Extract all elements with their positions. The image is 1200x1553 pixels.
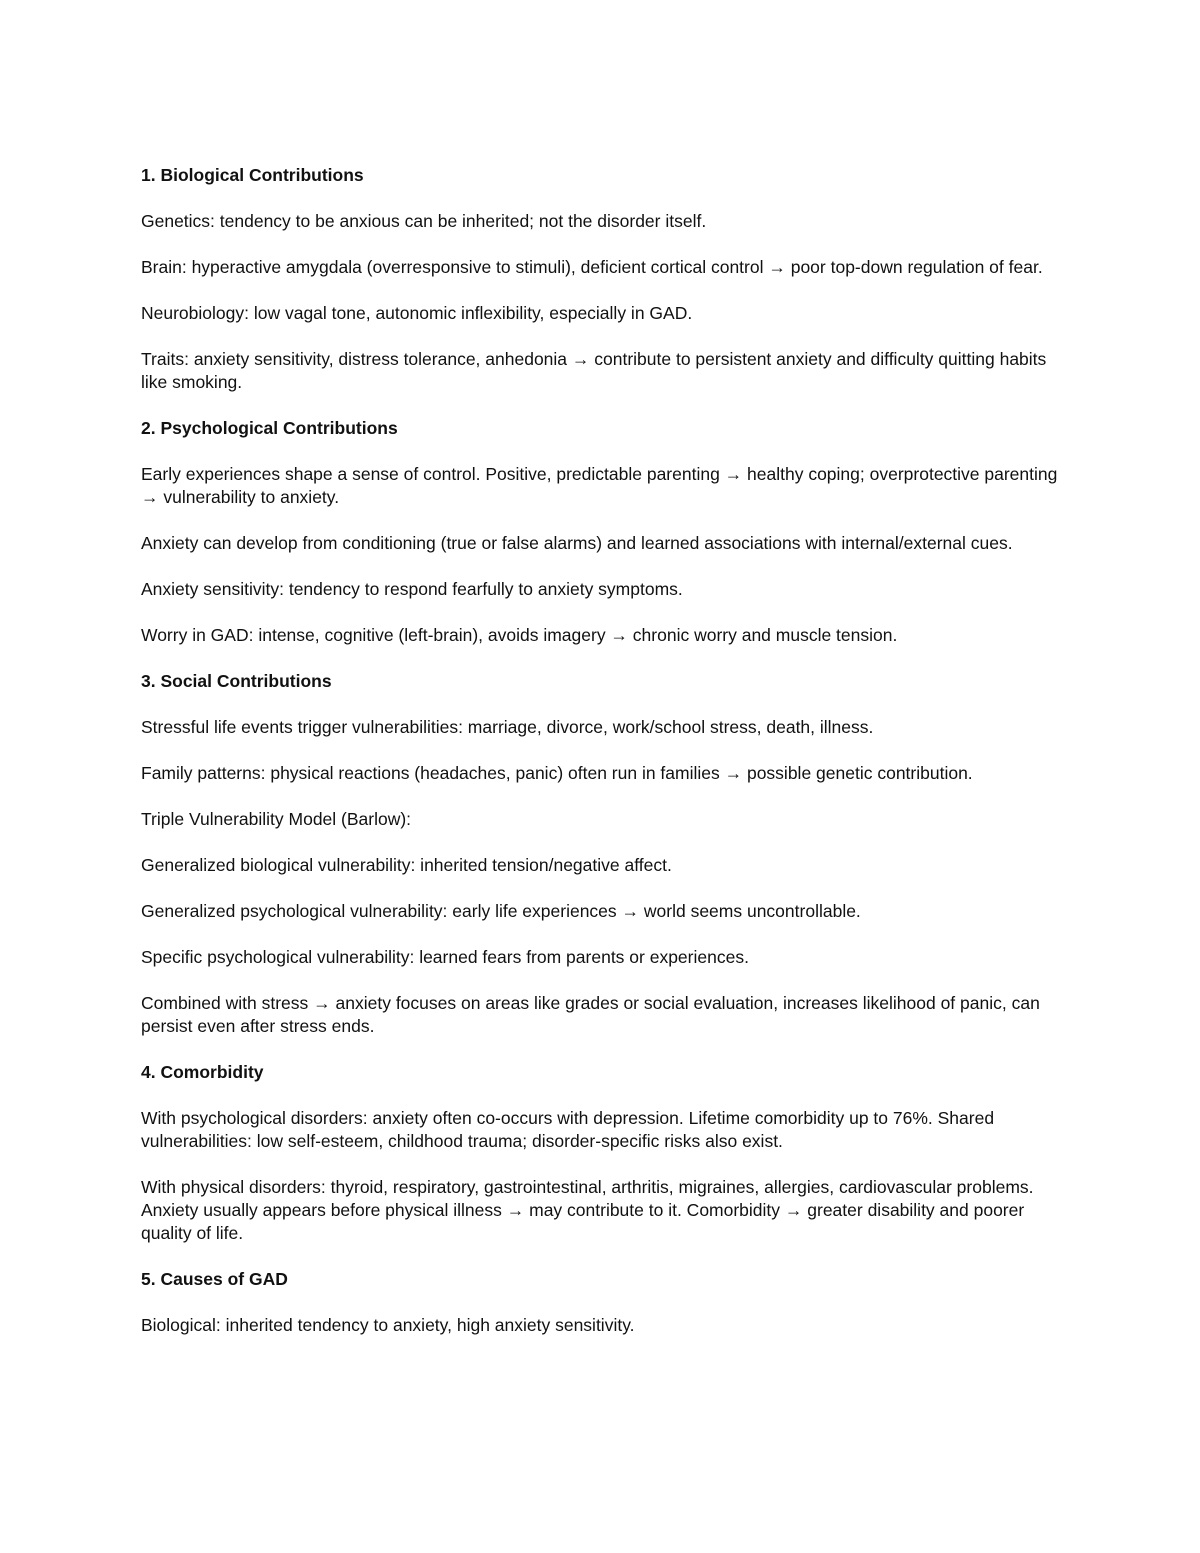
- paragraph-stressful-events: Stressful life events trigger vulnerabilities: marriage, divorce, work/school stress, death, illness.: [141, 717, 874, 737]
- section-heading-causes-gad: 5. Causes of GAD: [141, 1269, 288, 1289]
- paragraph-specific-psychological: Specific psychological vulnerability: learned fears from parents or experiences.: [141, 947, 749, 967]
- paragraph-family-patterns: Family patterns: physical reactions (headaches, panic) often run in families → possible genetic contribution.: [141, 763, 973, 783]
- paragraph-genetics: Genetics: tendency to be anxious can be inherited; not the disorder itself.: [141, 211, 707, 231]
- paragraph-generalized-biological: Generalized biological vulnerability: inherited tension/negative affect.: [141, 855, 672, 875]
- paragraph-anxiety-sensitivity: Anxiety sensitivity: tendency to respond fearfully to anxiety symptoms.: [141, 579, 683, 599]
- section-heading-comorbidity: 4. Comorbidity: [141, 1062, 264, 1082]
- section-heading-social: 3. Social Contributions: [141, 671, 332, 691]
- paragraph-physical-disorders: With physical disorders: thyroid, respiratory, gastrointestinal, arthritis, migraines, allergies, cardiovascular problems. Anxiety usually appears before physical illness → may contribute to it. Comorbidity → greater disability and poorer quality of life.: [141, 1177, 1034, 1243]
- paragraph-psychological-disorders: With psychological disorders: anxiety often co-occurs with depression. Lifetime comorbidity up to 76%. Shared vulnerabilities: low self-esteem, childhood trauma; disorder-specific risks also exist.: [141, 1108, 995, 1151]
- paragraph-triple-vulnerability: Triple Vulnerability Model (Barlow):: [141, 809, 412, 829]
- section-heading-biological: 1. Biological Contributions: [141, 165, 364, 185]
- section-heading-psychological: 2. Psychological Contributions: [141, 418, 398, 438]
- paragraph-early-experiences: Early experiences shape a sense of control. Positive, predictable parenting → healthy coping; overprotective parenting → vulnerability to anxiety.: [141, 464, 1058, 507]
- document-page: [141, 164, 1066, 1360]
- paragraph-conditioning: Anxiety can develop from conditioning (true or false alarms) and learned associations with internal/external cues.: [141, 533, 1013, 553]
- paragraph-worry-gad: Worry in GAD: intense, cognitive (left-brain), avoids imagery → chronic worry and muscle tension.: [141, 625, 898, 645]
- paragraph-neurobiology: Neurobiology: low vagal tone, autonomic inflexibility, especially in GAD.: [141, 303, 693, 323]
- paragraph-traits: Traits: anxiety sensitivity, distress tolerance, anhedonia → contribute to persistent anxiety and difficulty quitting habits like smoking.: [141, 349, 1047, 392]
- paragraph-combined-stress: Combined with stress → anxiety focuses on areas like grades or social evaluation, increases likelihood of panic, can persist even after stress ends.: [141, 993, 1040, 1036]
- paragraph-brain: Brain: hyperactive amygdala (overresponsive to stimuli), deficient cortical control → poor top-down regulation of fear.: [141, 257, 1043, 277]
- paragraph-biological-causes: Biological: inherited tendency to anxiety, high anxiety sensitivity.: [141, 1315, 635, 1335]
- paragraph-generalized-psychological: Generalized psychological vulnerability: early life experiences → world seems uncontrollable.: [141, 901, 861, 921]
